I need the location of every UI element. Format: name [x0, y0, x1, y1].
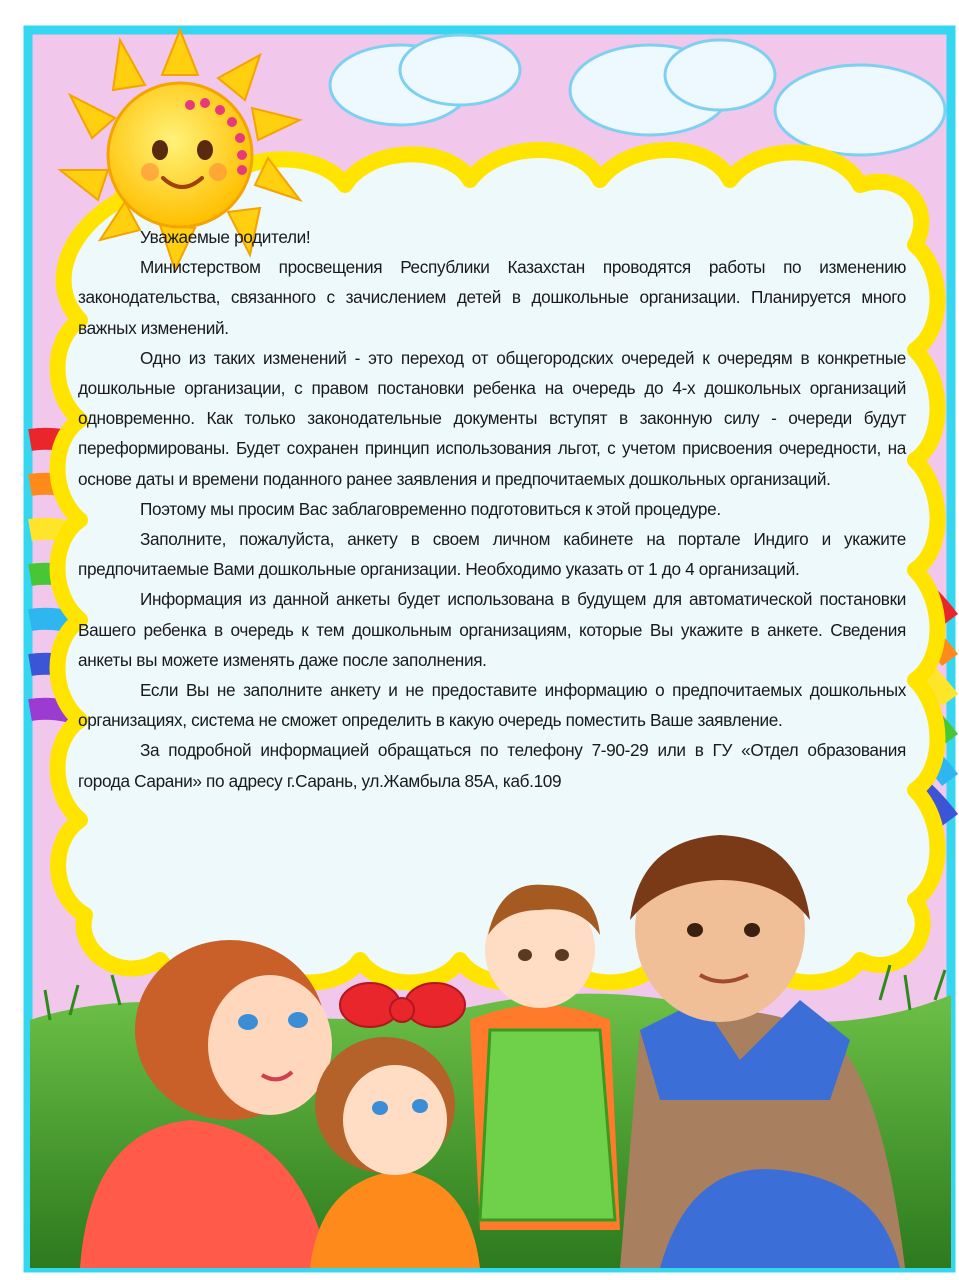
letter-greeting: Уважаемые родители!: [140, 227, 311, 247]
letter-paragraph: Поэтому мы просим Вас заблаговременно подготовиться к этой процедуре.: [140, 498, 721, 519]
letter-paragraph: Одно из таких изменений - это переход от общегородских очередей к очередям в конкретные дошкольные организации, с правом постановки ребенка на очередь до 4-х дошкольных организаций одновременно. Как только законодательные документы вступят в законную силу - очереди будут переформированы. Будет сохранен принцип использования льгот, с учетом присвоения очередности, на основе даты и времени поданного ранее заявления и предпочитаемых дошкольных организаций.: [78, 347, 906, 489]
letter-paragraph: Информация из данной анкеты будет использована в будущем для автоматической постановки Вашего ребенка в очередь к тем дошкольным организациям, которые Вы укажите в анкете. Сведения анкеты вы можете изменять даже после заполнения.: [78, 589, 906, 670]
letter-paragraph: Если Вы не заполните анкету и не предоставите информацию о предпочитаемых дошкольных организациях, система не сможет определить в какую очередь поместить Ваше заявление.: [78, 680, 906, 731]
letter-paragraph: Заполните, пожалуйста, анкету в своем личном кабинете на портале Индиго и укажите предпочитаемые Вами дошкольные организации. Необходимо указать от 1 до 4 организаций.: [78, 529, 906, 580]
letter-text: [78, 222, 906, 796]
letter-paragraph: За подробной информацией обращаться по телефону 7-90-29 или в ГУ «Отдел образования города Сарани» по адресу г.Сарань, ул.Жамбыла 85А, каб.109: [78, 740, 906, 791]
letter-paragraph: Министерством просвещения Республики Казахстан проводятся работы по изменению законодательства, связанного с зачислением детей в дошкольные организации. Планируется много важных изменений.: [78, 257, 906, 338]
